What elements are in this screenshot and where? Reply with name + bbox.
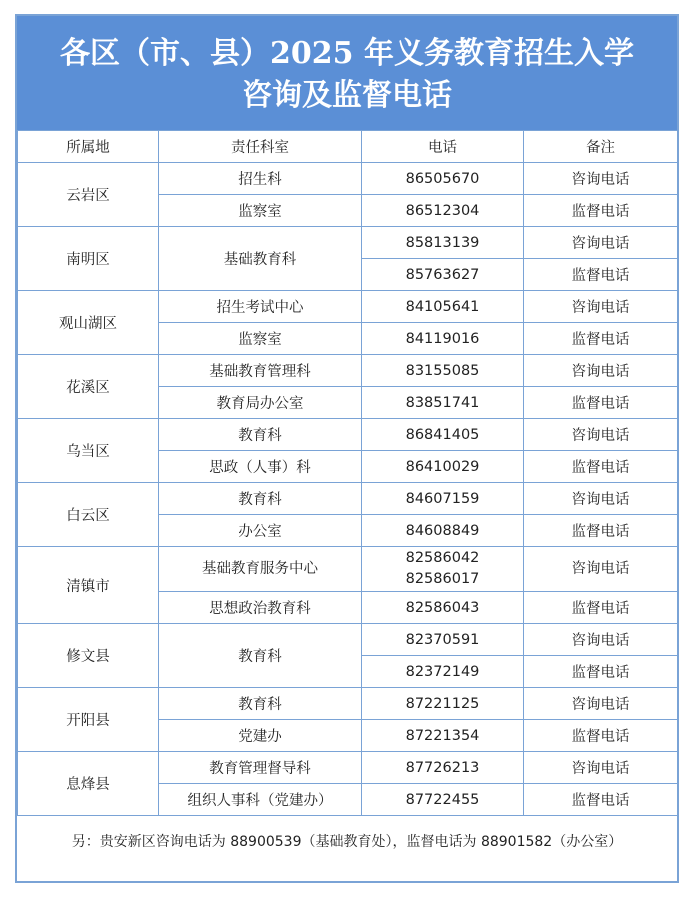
table-row: [18, 419, 678, 451]
district-cell: 乌当区: [18, 419, 159, 483]
district-cell: 开阳县: [18, 688, 159, 752]
phone-cell: 84119016: [362, 323, 524, 355]
phone-cell: 86841405: [362, 419, 524, 451]
phone-cell: 87722455: [362, 784, 524, 816]
note-cell: 咨询电话: [524, 483, 678, 515]
header-note: 备注: [524, 131, 678, 163]
note-cell: 监督电话: [524, 259, 678, 291]
district-cell: 南明区: [18, 227, 159, 291]
department-cell: 基础教育管理科: [159, 355, 362, 387]
district-cell: 清镇市: [18, 547, 159, 624]
header-department: 责任科室: [159, 131, 362, 163]
title-line-2: 咨询及监督电话: [242, 78, 452, 113]
table-row: [18, 355, 678, 387]
district-cell: 白云区: [18, 483, 159, 547]
note-cell: 监督电话: [524, 451, 678, 483]
table-row: [18, 483, 678, 515]
table-row: [18, 291, 678, 323]
note-cell: 监督电话: [524, 720, 678, 752]
department-cell: 教育科: [159, 624, 362, 688]
note-cell: 咨询电话: [524, 752, 678, 784]
department-cell: 招生考试中心: [159, 291, 362, 323]
department-cell: 组织人事科（党建办）: [159, 784, 362, 816]
phone-cell: [362, 547, 524, 592]
note-cell: 监督电话: [524, 656, 678, 688]
phone-cell: 86410029: [362, 451, 524, 483]
note-cell: 监督电话: [524, 195, 678, 227]
department-cell: 办公室: [159, 515, 362, 547]
phone-cell: 87221354: [362, 720, 524, 752]
table-row: [18, 752, 678, 784]
department-cell: 教育科: [159, 483, 362, 515]
phone-cell: 84608849: [362, 515, 524, 547]
department-cell: 基础教育服务中心: [159, 547, 362, 592]
phone-cell: 83155085: [362, 355, 524, 387]
district-cell: 修文县: [18, 624, 159, 688]
district-cell: 观山湖区: [18, 291, 159, 355]
title-line-1: 各区（市、县）2025 年义务教育招生入学: [60, 36, 634, 71]
phone-cell: 82372149: [362, 656, 524, 688]
phone-cell: 84607159: [362, 483, 524, 515]
note-cell: 咨询电话: [524, 624, 678, 656]
note-cell: 咨询电话: [524, 227, 678, 259]
table-row: [18, 547, 678, 592]
phone-number: 82586017: [405, 571, 480, 587]
table-row: [18, 163, 678, 195]
district-cell: 云岩区: [18, 163, 159, 227]
department-cell: 教育科: [159, 419, 362, 451]
note-cell: 监督电话: [524, 515, 678, 547]
department-cell: 监察室: [159, 195, 362, 227]
table-header-row: [18, 131, 678, 163]
hotline-table: [17, 130, 678, 816]
department-cell: 教育局办公室: [159, 387, 362, 419]
phone-cell: 86505670: [362, 163, 524, 195]
note-cell: 咨询电话: [524, 291, 678, 323]
footnote: 另：贵安新区咨询电话为 88900539（基础教育处），监督电话为 88901582（办公室）: [71, 834, 623, 850]
phone-cell: 86512304: [362, 195, 524, 227]
note-cell: 咨询电话: [524, 355, 678, 387]
department-cell: 教育管理督导科: [159, 752, 362, 784]
department-cell: 招生科: [159, 163, 362, 195]
phone-cell: 85763627: [362, 259, 524, 291]
phone-number: 82586042: [405, 550, 480, 566]
note-cell: 监督电话: [524, 387, 678, 419]
note-cell: 咨询电话: [524, 163, 678, 195]
note-cell: 咨询电话: [524, 688, 678, 720]
department-cell: 基础教育科: [159, 227, 362, 291]
title-banner: [17, 16, 677, 130]
phone-cell: 87726213: [362, 752, 524, 784]
phone-cell: 87221125: [362, 688, 524, 720]
table-row: [18, 227, 678, 259]
department-cell: 党建办: [159, 720, 362, 752]
note-cell: 咨询电话: [524, 547, 678, 592]
district-cell: 花溪区: [18, 355, 159, 419]
note-cell: 咨询电话: [524, 419, 678, 451]
department-cell: 教育科: [159, 688, 362, 720]
note-cell: 监督电话: [524, 592, 678, 624]
note-cell: 监督电话: [524, 784, 678, 816]
header-district: 所属地: [18, 131, 159, 163]
district-cell: 息烽县: [18, 752, 159, 816]
department-cell: 思政（人事）科: [159, 451, 362, 483]
notice-frame: [15, 14, 679, 883]
phone-cell: 84105641: [362, 291, 524, 323]
table-row: [18, 624, 678, 656]
table-row: [18, 688, 678, 720]
phone-cell: 82370591: [362, 624, 524, 656]
note-cell: 监督电话: [524, 323, 678, 355]
department-cell: 思想政治教育科: [159, 592, 362, 624]
header-phone: 电话: [362, 131, 524, 163]
phone-cell: 82586043: [362, 592, 524, 624]
phone-cell: 85813139: [362, 227, 524, 259]
department-cell: 监察室: [159, 323, 362, 355]
phone-cell: 83851741: [362, 387, 524, 419]
